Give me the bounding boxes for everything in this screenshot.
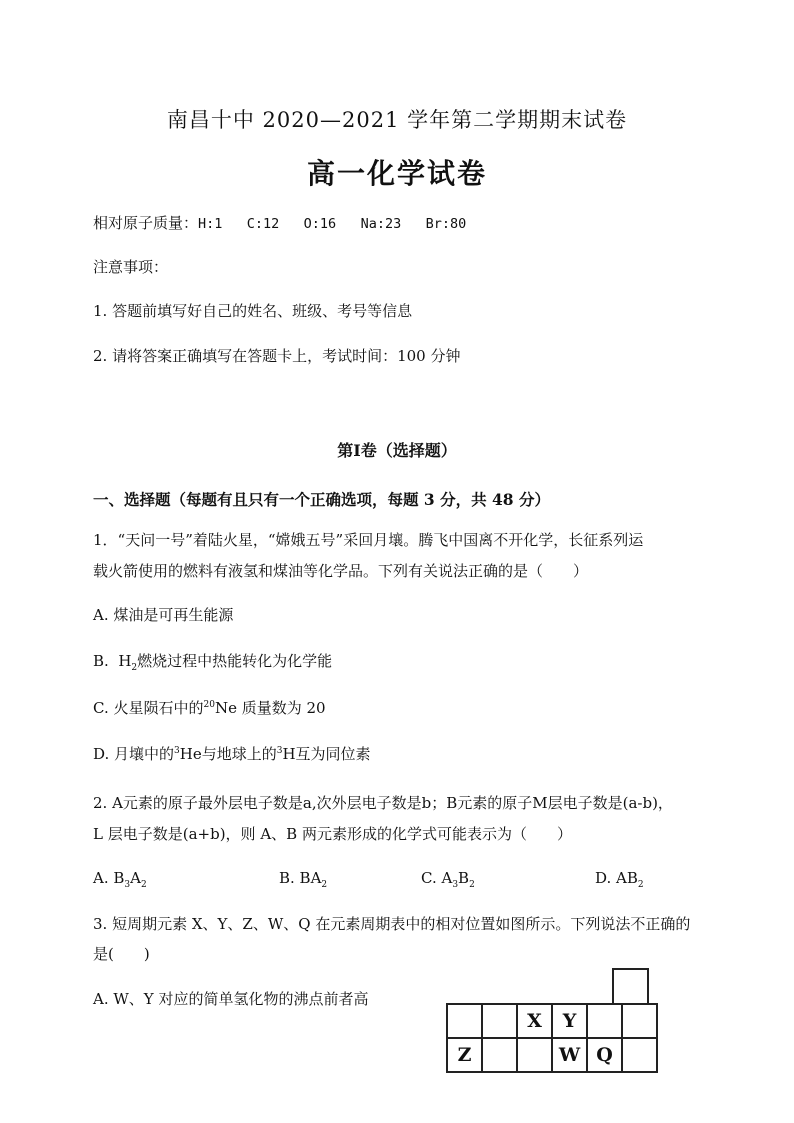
q1-c-superscript: 20: [203, 700, 215, 710]
notes-title: 注意事项：: [93, 258, 169, 276]
q1-c-text: Ne 质量数为 20: [214, 699, 326, 717]
grid-cell-x: X: [517, 1004, 552, 1038]
atomic-mass-line: [93, 212, 466, 233]
section-title: 第Ⅰ卷（选择题）: [337, 441, 457, 460]
grid-cell: [622, 1004, 657, 1038]
q2-c-prefix: C. A: [421, 869, 453, 887]
grid-cell: [447, 1004, 482, 1038]
exam-title: 高一化学试卷: [306, 157, 487, 190]
q1-line2: 载火箭使用的燃料有液氢和煤油等化学品。下列有关说法正确的是（ ）: [93, 562, 589, 580]
q1-b-prefix: B. H: [93, 652, 132, 670]
q1-option-d: [93, 743, 371, 764]
q2-option-c: [421, 869, 475, 890]
grid-cell: [482, 1038, 517, 1072]
q2-option-b: [279, 869, 327, 890]
grid-cell: [482, 1004, 517, 1038]
periodic-grid-top-cell: [612, 968, 649, 1003]
grid-cell-q: Q: [587, 1038, 622, 1072]
q2-option-d: [595, 869, 644, 890]
q3-option-a: A. W、Y 对应的简单氢化物的沸点前者高: [93, 990, 369, 1008]
grid-cell: [587, 1004, 622, 1038]
q3-line2: 是( ): [93, 945, 150, 963]
q1-option-a: A. 煤油是可再生能源: [93, 606, 234, 624]
q1-d-superscript-2: 3: [276, 746, 283, 756]
q2-c-sub-1: 3: [452, 880, 459, 890]
q1-d-superscript-1: 3: [174, 746, 180, 756]
q1-d-prefix: D. 月壤中的: [93, 745, 175, 763]
q1-d-text: H互为同位素: [282, 745, 371, 763]
grid-cell-z: Z: [447, 1038, 482, 1072]
q1-c-prefix: C. 火星陨石中的: [93, 699, 204, 717]
q1-d-middle: He与地球上的: [179, 745, 277, 763]
note-1: 1. 答题前填写好自己的姓名、班级、考号等信息: [93, 302, 413, 320]
note-2: 2. 请将答案正确填写在答题卡上，考试时间：100 分钟: [93, 347, 461, 365]
periodic-table-figure: [446, 1003, 658, 1073]
q2-b-prefix: B. BA: [279, 869, 322, 887]
grid-cell: [517, 1038, 552, 1072]
grid-cell: [622, 1038, 657, 1072]
periodic-grid-row-1: [447, 1004, 657, 1038]
q1-b-subscript: 2: [131, 663, 138, 673]
periodic-grid-row-2: [447, 1038, 657, 1072]
q2-d-sub: 2: [637, 880, 644, 890]
q1-option-b: [93, 650, 332, 673]
q2-a-mid: A: [130, 869, 141, 887]
atomic-mass-label: 相对原子质量：: [93, 214, 199, 232]
q2-a-prefix: A. B: [93, 869, 125, 887]
part-title: 一、选择题（每题有且只有一个正确选项，每题 3 分，共 48 分）: [93, 490, 550, 509]
q2-d-prefix: D. AB: [595, 869, 638, 887]
q1-option-c: [93, 697, 326, 718]
q2-a-sub-2: 2: [140, 880, 147, 890]
school-title: 南昌十中 2020—2021 学年第二学期期末试卷: [166, 108, 628, 132]
atomic-mass-values: H:1 C:12 O:16 Na:23 Br:80: [198, 216, 467, 232]
q2-line1: 2. A元素的原子最外层电子数是a,次外层电子数是b；B元素的原子M层电子数是(a-b)，: [93, 794, 673, 812]
q2-a-sub-1: 3: [124, 880, 131, 890]
q2-line2: L 层电子数是(a+b)，则 A、B 两元素形成的化学式可能表示为（ ）: [93, 825, 572, 843]
q1-b-text: 燃烧过程中热能转化为化学能: [137, 652, 333, 670]
q2-c-sub-2: 2: [469, 880, 475, 890]
q2-option-a: [93, 869, 147, 890]
q3-line1: 3. 短周期元素 X、Y、Z、W、Q 在元素周期表中的相对位置如图所示。下列说法不正确的: [93, 915, 691, 933]
grid-cell-w: W: [552, 1038, 587, 1072]
q2-b-sub: 2: [321, 880, 328, 890]
q2-c-mid: B: [458, 869, 470, 887]
q1-line1: 1．“天问一号”着陆火星，“嫦娥五号”采回月壤。腾飞中国离不开化学，长征系列运: [93, 531, 644, 549]
grid-cell-y: Y: [552, 1004, 587, 1038]
